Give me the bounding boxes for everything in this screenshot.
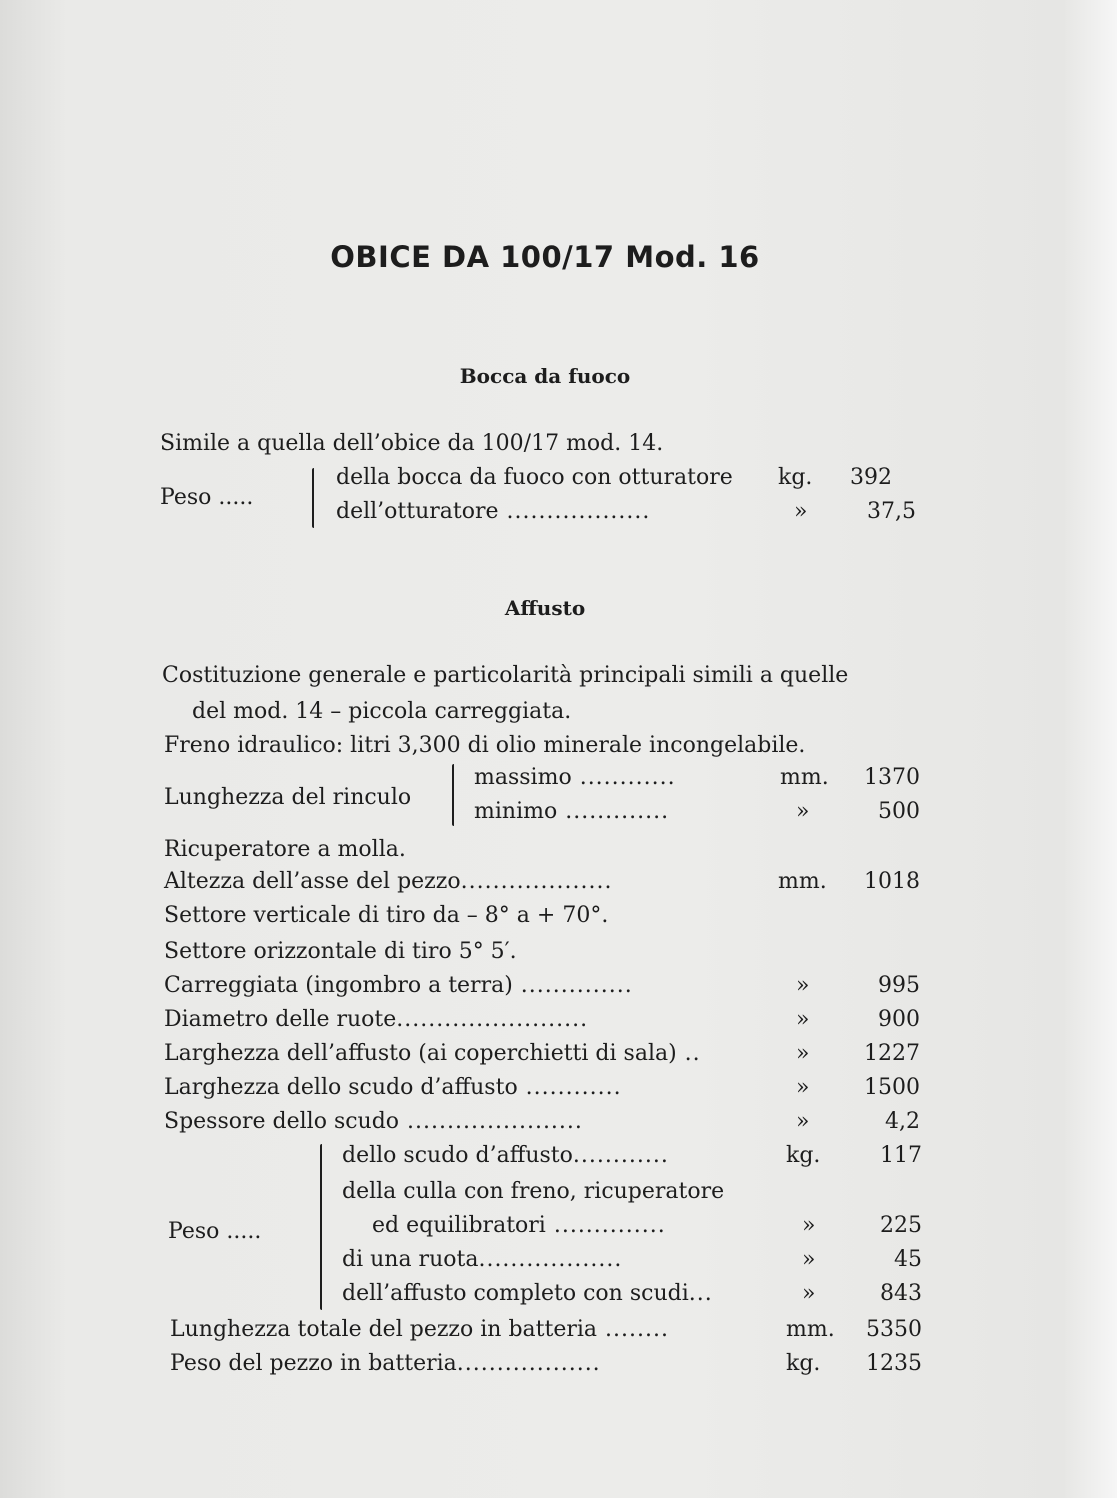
row-unit: kg. — [786, 1351, 821, 1376]
row-value: 5350 — [866, 1317, 922, 1342]
brace-peso — [320, 1144, 322, 1310]
row-label: minimo ............. — [474, 799, 670, 824]
row-label: Peso del pezzo in batteria.................. — [170, 1351, 601, 1376]
section-heading-affusto: Affusto — [504, 596, 586, 620]
freno-text: Freno idraulico: litri 3,300 di olio minerale incongelabile. — [164, 733, 806, 758]
row-unit: » — [796, 1041, 810, 1066]
page-title: OBICE DA 100/17 Mod. 16 — [330, 240, 760, 274]
row-unit: » — [796, 1109, 810, 1134]
row-unit: » — [796, 799, 810, 824]
row-value: 45 — [894, 1247, 922, 1272]
row-value: 37,5 — [867, 499, 916, 524]
peso-label-bocca: Peso ..... — [160, 485, 254, 510]
row-unit: mm. — [780, 765, 829, 790]
rinculo-label: Lunghezza del rinculo — [164, 785, 412, 810]
row-label: dell’otturatore .................. — [336, 499, 651, 524]
settore-verticale: Settore verticale di tiro da – 8° a + 70°. — [164, 903, 609, 928]
row-label: Diametro delle ruote........................ — [164, 1007, 589, 1032]
row-value: 1235 — [866, 1351, 922, 1376]
row-unit: » — [796, 973, 810, 998]
settore-orizzontale: Settore orizzontale di tiro 5° 5′. — [164, 939, 517, 964]
row-label: dell’affusto completo con scudi... — [342, 1281, 713, 1306]
intro-text: Simile a quella dell’obice da 100/17 mod. 14. — [160, 431, 664, 456]
row-unit: kg. — [778, 465, 813, 490]
para-line-1: Costituzione generale e particolarità principali simili a quelle — [162, 663, 849, 688]
row-value: 1370 — [864, 765, 920, 790]
row-unit: » — [796, 1007, 810, 1032]
row-unit: » — [802, 1213, 816, 1238]
brace-bocca — [312, 468, 314, 528]
row-value: 1500 — [864, 1075, 920, 1100]
section-heading-bocca: Bocca da fuoco — [459, 364, 631, 388]
row-value: 500 — [878, 799, 920, 824]
row-unit: » — [802, 1281, 816, 1306]
row-unit: » — [794, 499, 808, 524]
row-label: Spessore dello scudo ...................... — [164, 1109, 583, 1134]
brace-rinculo — [452, 764, 454, 826]
para-line-2: del mod. 14 – piccola carreggiata. — [192, 699, 572, 724]
row-label: massimo ............ — [474, 765, 676, 790]
row-label: Larghezza dello scudo d’affusto ............ — [164, 1075, 622, 1100]
row-value: 900 — [878, 1007, 920, 1032]
row-label: Lunghezza totale del pezzo in batteria ........ — [170, 1317, 669, 1342]
row-value: 4,2 — [885, 1109, 920, 1134]
row-unit: mm. — [778, 869, 827, 894]
row-value: 225 — [880, 1213, 922, 1238]
row-label: Carreggiata (ingombro a terra) .............. — [164, 973, 633, 998]
row-value: 1018 — [864, 869, 920, 894]
row-unit: » — [802, 1247, 816, 1272]
row-label: ed equilibratori .............. — [372, 1213, 666, 1238]
peso-label-affusto: Peso ..... — [168, 1219, 262, 1244]
row-label: di una ruota.................. — [342, 1247, 623, 1272]
row-label: Larghezza dell’affusto (ai coperchietti di sala) .. — [164, 1041, 701, 1066]
row-value: 392 — [850, 465, 892, 490]
row-value: 995 — [878, 973, 920, 998]
page-edge — [1065, 0, 1117, 1498]
row-label: dello scudo d’affusto............ — [342, 1143, 669, 1168]
row-value: 843 — [880, 1281, 922, 1306]
row-value: 117 — [880, 1143, 922, 1168]
row-unit: mm. — [786, 1317, 835, 1342]
row-label: Altezza dell’asse del pezzo................... — [164, 869, 613, 894]
row-label: della culla con freno, ricuperatore — [342, 1179, 725, 1204]
ricuperatore-text: Ricuperatore a molla. — [164, 837, 406, 862]
row-label: della bocca da fuoco con otturatore — [336, 465, 733, 490]
row-value: 1227 — [864, 1041, 920, 1066]
row-unit: kg. — [786, 1143, 821, 1168]
row-unit: » — [796, 1075, 810, 1100]
